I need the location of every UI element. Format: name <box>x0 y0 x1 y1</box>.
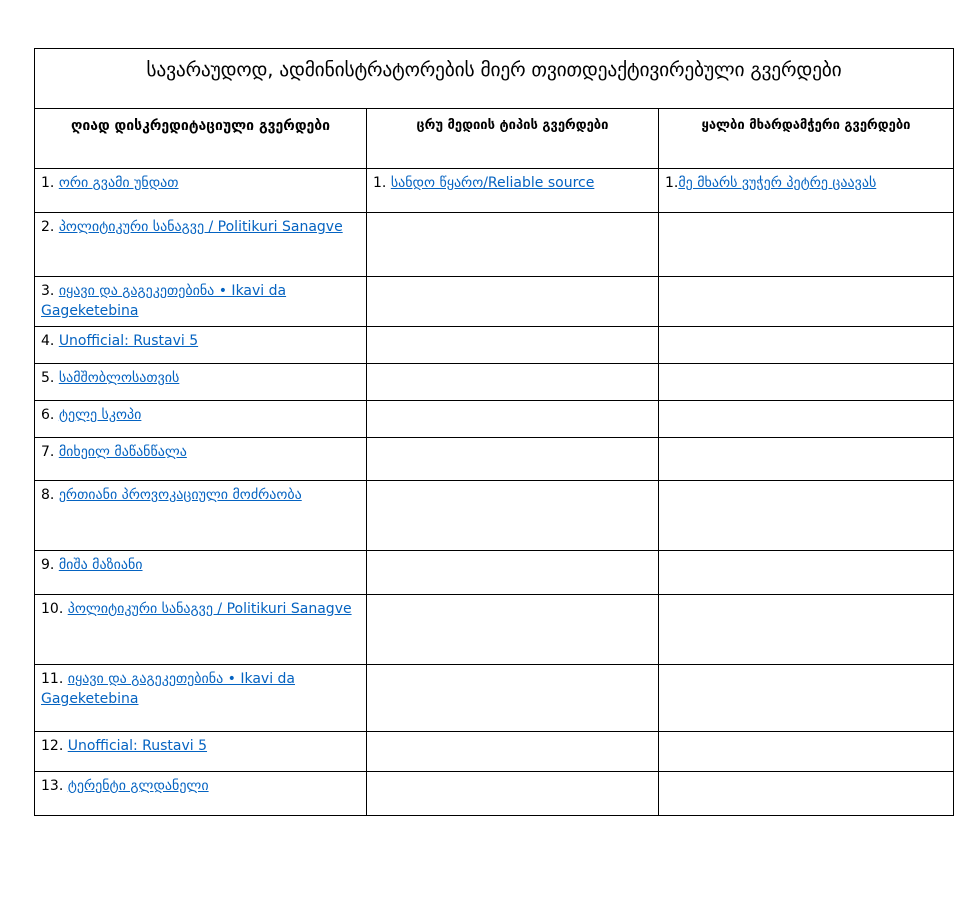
page-link[interactable]: Unofficial: Rustavi 5 <box>67 738 208 754</box>
page-link[interactable]: იყავი და გაგეკეთებინა • Ikavi da Gageketebina <box>41 283 287 319</box>
page-link[interactable]: პოლიტიკური სანაგვე / Politikuri Sanagve <box>67 601 352 617</box>
header-row <box>35 109 954 169</box>
table-cell <box>35 595 367 665</box>
empty-cell <box>659 438 954 481</box>
column-header-discrediting: ღიად დისკრედიტაციული გვერდები <box>35 109 367 169</box>
table-cell <box>35 277 367 327</box>
page-link[interactable]: სამშობლოსათვის <box>58 370 180 386</box>
table-cell <box>367 169 659 213</box>
table-cell <box>35 481 367 551</box>
item-number: 9. <box>41 557 55 573</box>
column-header-fake-media: ცრუ მედიის ტიპის გვერდები <box>367 109 659 169</box>
empty-cell <box>367 551 659 595</box>
empty-cell <box>659 277 954 327</box>
table-cell <box>659 169 954 213</box>
empty-cell <box>367 665 659 732</box>
empty-cell <box>367 277 659 327</box>
page-link[interactable]: პოლიტიკური სანაგვე / Politikuri Sanagve <box>58 219 343 235</box>
empty-cell <box>367 732 659 772</box>
page-link[interactable]: ტელე სკოპი <box>58 407 142 423</box>
table-row <box>35 551 954 595</box>
table-title: სავარაუდოდ, ადმინისტრატორების მიერ თვითდეაქტივირებული გვერდები <box>35 49 954 109</box>
item-number: 4. <box>41 333 55 349</box>
empty-cell <box>367 772 659 816</box>
table-row <box>35 327 954 364</box>
table-row <box>35 169 954 213</box>
page-link[interactable]: სანდო წყარო/Reliable source <box>390 175 595 191</box>
item-number: 1. <box>665 175 679 191</box>
empty-cell <box>659 213 954 277</box>
table-row <box>35 364 954 401</box>
empty-cell <box>659 481 954 551</box>
table-cell <box>35 772 367 816</box>
item-number: 3. <box>41 283 55 299</box>
column-header-fake-supporter: ყალბი მხარდამჭერი გვერდები <box>659 109 954 169</box>
deactivated-pages-table <box>34 48 954 816</box>
item-number: 13. <box>41 778 64 794</box>
table-row <box>35 481 954 551</box>
page-link[interactable]: მიხეილ მაწანწალა <box>58 444 187 460</box>
item-number: 8. <box>41 487 55 503</box>
item-number: 11. <box>41 671 64 687</box>
page-link[interactable]: მე მხარს ვუჭერ პეტრე ცაავას <box>678 175 877 191</box>
page-link[interactable]: ერთიანი პროვოკაციული მოძრაობა <box>58 487 302 503</box>
item-number: 10. <box>41 601 64 617</box>
empty-cell <box>367 213 659 277</box>
table-cell <box>35 665 367 732</box>
empty-cell <box>367 401 659 438</box>
table-row <box>35 595 954 665</box>
table-cell <box>35 401 367 438</box>
title-row <box>35 49 954 109</box>
table-cell <box>35 364 367 401</box>
table-row <box>35 732 954 772</box>
table-row <box>35 213 954 277</box>
table-cell <box>35 551 367 595</box>
empty-cell <box>659 595 954 665</box>
item-number: 1. <box>373 175 387 191</box>
item-number: 12. <box>41 738 64 754</box>
page-link[interactable]: მიშა მაზიანი <box>58 557 143 573</box>
item-number: 2. <box>41 219 55 235</box>
item-number: 5. <box>41 370 55 386</box>
empty-cell <box>659 551 954 595</box>
empty-cell <box>367 595 659 665</box>
item-number: 1. <box>41 175 55 191</box>
empty-cell <box>659 364 954 401</box>
item-number: 7. <box>41 444 55 460</box>
empty-cell <box>659 327 954 364</box>
document-page <box>34 48 953 816</box>
empty-cell <box>367 327 659 364</box>
item-number: 6. <box>41 407 55 423</box>
table-cell <box>35 438 367 481</box>
table-cell <box>35 732 367 772</box>
empty-cell <box>367 481 659 551</box>
page-link[interactable]: ტერენტი გლდანელი <box>67 778 209 794</box>
page-link[interactable]: ორი გვამი უნდათ <box>58 175 179 191</box>
table-row <box>35 401 954 438</box>
empty-cell <box>659 665 954 732</box>
page-link[interactable]: Unofficial: Rustavi 5 <box>58 333 199 349</box>
table-cell <box>35 169 367 213</box>
page-link[interactable]: იყავი და გაგეკეთებინა • Ikavi da Gageketebina <box>41 671 295 707</box>
table-row <box>35 772 954 816</box>
table-row <box>35 277 954 327</box>
table-cell <box>35 213 367 277</box>
empty-cell <box>659 401 954 438</box>
table-row <box>35 665 954 732</box>
empty-cell <box>367 364 659 401</box>
empty-cell <box>659 732 954 772</box>
table-row <box>35 438 954 481</box>
table-cell <box>35 327 367 364</box>
empty-cell <box>367 438 659 481</box>
empty-cell <box>659 772 954 816</box>
